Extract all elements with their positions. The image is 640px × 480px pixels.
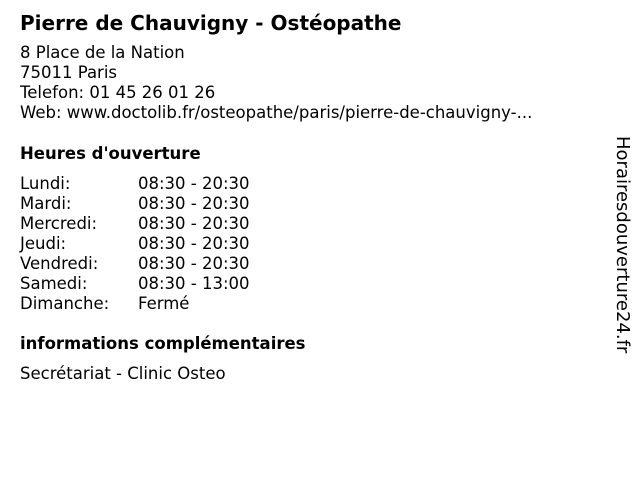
- street-address: 8 Place de la Nation: [20, 43, 185, 62]
- day-hours: 08:30 - 20:30: [138, 174, 250, 193]
- phone-number: Telefon: 01 45 26 01 26: [20, 83, 216, 102]
- hours-row-tuesday: [20, 194, 250, 214]
- address-block: [20, 43, 532, 123]
- day-label: Jeudi:: [20, 234, 67, 253]
- hours-row-thursday: [20, 234, 250, 254]
- day-label: Lundi:: [20, 174, 71, 193]
- city: 75011 Paris: [20, 63, 118, 82]
- hours-row-friday: [20, 254, 250, 274]
- day-label: Mercredi:: [20, 214, 98, 233]
- day-label: Mardi:: [20, 194, 72, 213]
- hours-row-saturday: [20, 274, 250, 294]
- business-title: Pierre de Chauvigny - Ostéopathe: [20, 11, 402, 35]
- hours-row-sunday: [20, 294, 250, 314]
- additional-info-heading: informations complémentaires: [20, 334, 306, 353]
- day-hours: 08:30 - 20:30: [138, 234, 250, 253]
- day-label: Samedi:: [20, 274, 88, 293]
- day-hours: 08:30 - 13:00: [138, 274, 250, 293]
- day-label: Vendredi:: [20, 254, 99, 273]
- website-url: Web: www.doctolib.fr/osteopathe/paris/pierre-de-chauvigny-...: [20, 103, 533, 122]
- watermark: Horairesdouverture24.fr: [612, 136, 633, 354]
- hours-row-wednesday: [20, 214, 250, 234]
- additional-info-text: Secrétariat - Clinic Osteo: [20, 364, 226, 383]
- opening-hours-table: [20, 174, 250, 314]
- opening-hours-heading: Heures d'ouverture: [20, 144, 201, 163]
- day-hours: 08:30 - 20:30: [138, 254, 250, 273]
- hours-row-monday: [20, 174, 250, 194]
- day-hours: 08:30 - 20:30: [138, 194, 250, 213]
- day-hours: 08:30 - 20:30: [138, 214, 250, 233]
- day-hours: Fermé: [138, 294, 190, 313]
- day-label: Dimanche:: [20, 294, 110, 313]
